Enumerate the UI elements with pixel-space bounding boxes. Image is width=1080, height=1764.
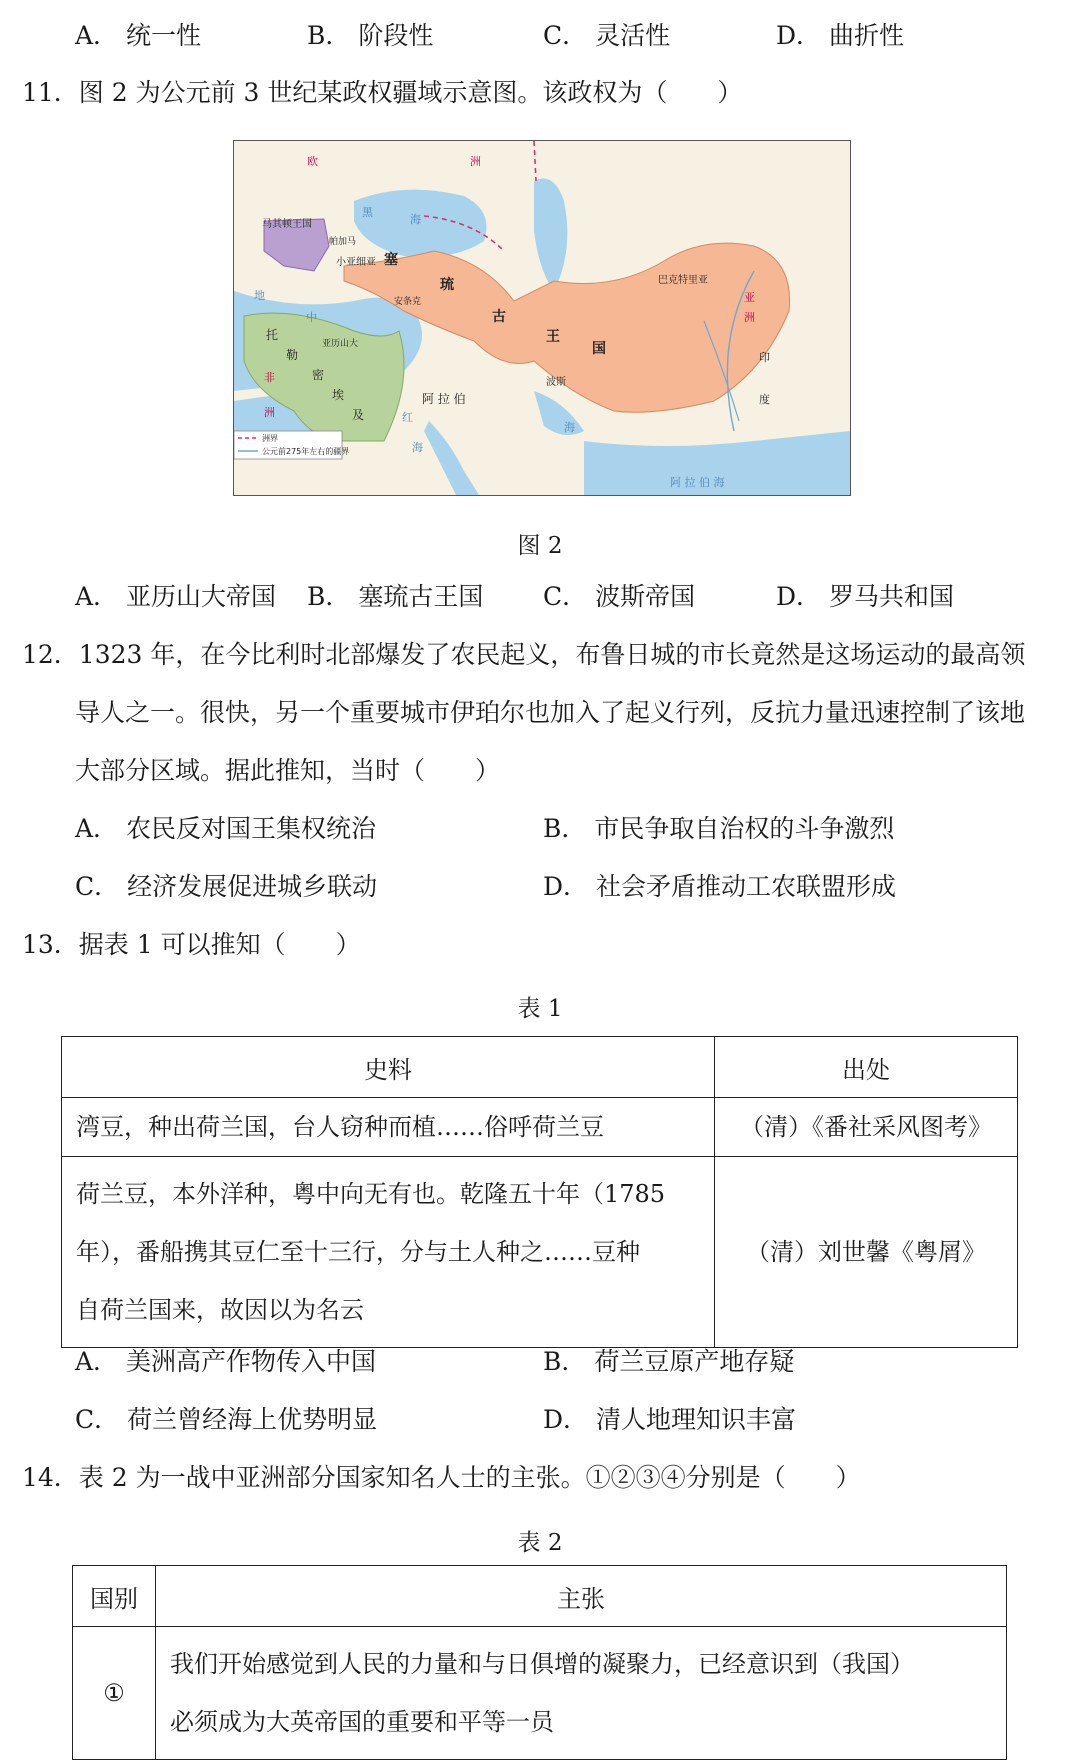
map-label: 琉 xyxy=(440,277,454,293)
map-label: 阿 拉 伯 海 xyxy=(670,476,725,489)
table1-header-source-text: 史料 xyxy=(62,1037,715,1098)
table2-header-claim: 主张 xyxy=(156,1566,1007,1627)
map-label: 波斯 xyxy=(546,377,566,388)
map-label: 红 xyxy=(402,411,413,424)
map-label: 小亚细亚 xyxy=(336,257,376,268)
table1-cell-source: （清）刘世馨《粤屑》 xyxy=(715,1157,1018,1348)
table-1 xyxy=(61,1036,1018,1348)
map-label: 地 xyxy=(254,289,265,302)
q13-stem: 13．据表 1 可以推知（ ） xyxy=(22,930,361,959)
table1-header-origin: 出处 xyxy=(715,1037,1018,1098)
map-label: 及 xyxy=(352,408,365,422)
cell-line: 荷兰豆，本外洋种，粤中向无有也。乾隆五十年（1785 xyxy=(76,1180,666,1208)
map-label: 黑 xyxy=(362,206,373,219)
legend-border: 公元前275年左右的疆界 xyxy=(262,447,350,456)
table2-header-country: 国别 xyxy=(73,1566,156,1627)
map-figure xyxy=(233,140,851,496)
table-row xyxy=(62,1098,1018,1157)
map-label: 海 xyxy=(412,441,423,454)
map-label-macedon: 马其顿王国 xyxy=(262,219,312,230)
table-2 xyxy=(72,1565,1007,1760)
table2-caption: 表 2 xyxy=(517,1530,563,1556)
map-label: 洲 xyxy=(744,311,755,324)
q13-option-b: B． 荷兰豆原产地存疑 xyxy=(543,1347,795,1376)
q10-option-a: A． 统一性 xyxy=(75,21,202,50)
q11-option-c: C． 波斯帝国 xyxy=(543,582,696,611)
map-label: 亚 xyxy=(744,291,755,304)
q14-stem: 14．表 2 为一战中亚洲部分国家知名人士的主张。①②③④分别是（ ） xyxy=(22,1463,861,1492)
map-label: 勒 xyxy=(286,348,299,362)
q11-option-b: B． 塞琉古王国 xyxy=(307,582,484,611)
map-label: 巴克特里亚 xyxy=(658,275,708,286)
map-label: 度 xyxy=(759,393,770,406)
map-label: 古 xyxy=(492,309,506,325)
q13-option-d: D． 清人地理知识丰富 xyxy=(543,1405,796,1434)
q11-stem: 11．图 2 为公元前 3 世纪某政权疆域示意图。该政权为（ ） xyxy=(22,78,743,107)
map-label: 国 xyxy=(592,341,606,357)
map-label: 密 xyxy=(312,368,325,382)
table-row xyxy=(73,1627,1007,1760)
map-label: 非 xyxy=(264,371,275,384)
seleucid-map xyxy=(234,141,850,495)
q13-option-c: C． 荷兰曾经海上优势明显 xyxy=(75,1405,378,1434)
map-label: 海 xyxy=(410,213,421,226)
q12-stem-line: 大部分区域。据此推知，当时（ ） xyxy=(75,756,501,785)
table1-cell-source: （清）《番社采风图考》 xyxy=(715,1098,1018,1157)
cell-line: 自荷兰国来，故因以为名云 xyxy=(76,1296,364,1324)
map-label: 欧 xyxy=(307,155,318,168)
q11-option-d: D． 罗马共和国 xyxy=(776,582,954,611)
map-label: 洲 xyxy=(470,155,481,168)
map-label: 塞 xyxy=(384,252,398,268)
map-label: 亚历山大 xyxy=(322,339,359,349)
q12-stem-line: 12．1323 年，在今比利时北部爆发了农民起义，布鲁日城的市长竟然是这场运动的最高领 xyxy=(22,640,1026,669)
q12-stem-line: 导人之一。很快，另一个重要城市伊珀尔也加入了起义行列，反抗力量迅速控制了该地 xyxy=(75,698,1026,727)
q12-option-c: C． 经济发展促进城乡联动 xyxy=(75,872,378,901)
table2-cell-claim xyxy=(156,1627,1007,1760)
q12-option-b: B． 市民争取自治权的斗争激烈 xyxy=(543,814,895,843)
legend-continent: 洲界 xyxy=(262,434,278,443)
cell-line: 必须成为大英帝国的重要和平等一员 xyxy=(170,1708,554,1736)
figure-caption: 图 2 xyxy=(517,533,563,559)
map-label: 王 xyxy=(546,329,560,345)
map-label: 印 xyxy=(759,351,770,364)
table1-caption: 表 1 xyxy=(517,996,563,1022)
q10-option-b: B． 阶段性 xyxy=(307,21,434,50)
map-label: 帕加马 xyxy=(329,237,357,247)
table2-cell-country: ① xyxy=(73,1627,156,1760)
table1-cell-text: 湾豆，种出荷兰国，台人窃种而植……俗呼荷兰豆 xyxy=(62,1098,715,1157)
table-row xyxy=(62,1157,1018,1348)
cell-line: 我们开始感觉到人民的力量和与日俱增的凝聚力，已经意识到（我国） xyxy=(170,1650,914,1678)
map-label: 安条克 xyxy=(394,297,422,307)
map-label: 中 xyxy=(306,311,317,324)
map-label: 埃 xyxy=(332,388,345,402)
map-label: 洲 xyxy=(264,406,275,419)
q11-option-a: A． 亚历山大帝国 xyxy=(75,582,277,611)
table1-cell-text xyxy=(62,1157,715,1348)
map-label: 托 xyxy=(266,328,279,342)
cell-line: 年），番船携其豆仁至十三行，分与土人种之……豆种 xyxy=(76,1238,640,1266)
q13-option-a: A． 美洲高产作物传入中国 xyxy=(75,1347,377,1376)
q10-option-c: C． 灵活性 xyxy=(543,21,671,50)
q10-option-d: D． 曲折性 xyxy=(776,21,904,50)
map-label: 阿 拉 伯 xyxy=(422,392,466,406)
map-label: 海 xyxy=(564,421,575,434)
q12-option-a: A． 农民反对国王集权统治 xyxy=(75,814,377,843)
q12-option-d: D． 社会矛盾推动工农联盟形成 xyxy=(543,872,896,901)
